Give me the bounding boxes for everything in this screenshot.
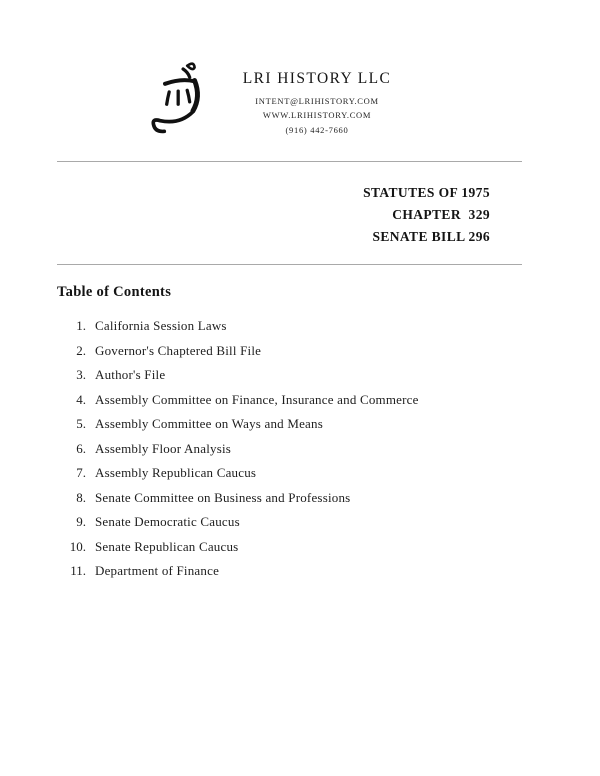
toc-item-number: 9. [76,514,86,529]
toc-item [57,514,600,539]
divider-bottom [57,264,522,265]
toc-title: Table of Contents [57,284,172,300]
toc-item-number: 2. [76,342,86,358]
senate-bill-line: SENATE BILL 296 [372,229,490,244]
toc-item-number: 6. [76,440,86,456]
toc-item-number: 4. [76,391,86,407]
toc-item-label: Assembly Committee on Finance, Insurance and Commerce [95,391,419,407]
toc-item-label: Senate Republican Caucus [95,538,239,554]
statutes-line: STATUTES OF 1975 [363,185,490,200]
chapter-line: CHAPTER 329 [392,207,490,222]
divider-top [57,161,522,162]
toc-item [57,465,600,490]
toc-item-number: 10. [69,538,86,554]
toc-item-label: California Session Laws [95,318,227,333]
toc-item-label: Author's File [95,367,166,382]
toc-item [57,539,600,564]
letterhead [0,0,600,142]
toc-item-number: 11. [70,563,86,578]
toc-item [57,441,600,466]
contact-block [232,94,402,137]
toc-item-label: Senate Democratic Caucus [95,514,240,529]
toc-item [57,563,600,588]
toc-item-number: 1. [76,318,86,333]
toc-item-label: Department of Finance [95,563,220,578]
contact-phone: (916) 442-7660 [285,124,349,135]
toc-list [0,318,600,588]
toc-item-label: Assembly Floor Analysis [95,440,232,456]
lri-history-logo-icon [142,60,216,142]
toc-item-number: 5. [76,416,86,431]
toc-item-number: 7. [76,465,86,480]
toc-item-label: Assembly Republican Caucus [95,465,257,480]
toc-item [57,490,600,515]
toc-item [57,318,600,343]
toc-item-number: 3. [76,367,86,382]
contact-website: WWW.LRIHISTORY.COM [262,110,372,121]
contact-email: INTENT@LRIHISTORY.COM [255,96,379,106]
toc-item-number: 8. [76,489,86,505]
toc-item [57,367,600,392]
company-name: LRI HISTORY LLC [242,70,392,87]
toc-item-label: Governor's Chaptered Bill File [95,342,262,358]
toc-item-label: Assembly Committee on Ways and Means [95,416,323,431]
statute-reference-block [0,182,490,248]
toc-item [57,416,600,441]
toc-item [57,392,600,417]
letterhead-text [232,60,402,137]
toc-item [57,343,600,368]
toc-item-label: Senate Committee on Business and Professions [95,489,351,505]
